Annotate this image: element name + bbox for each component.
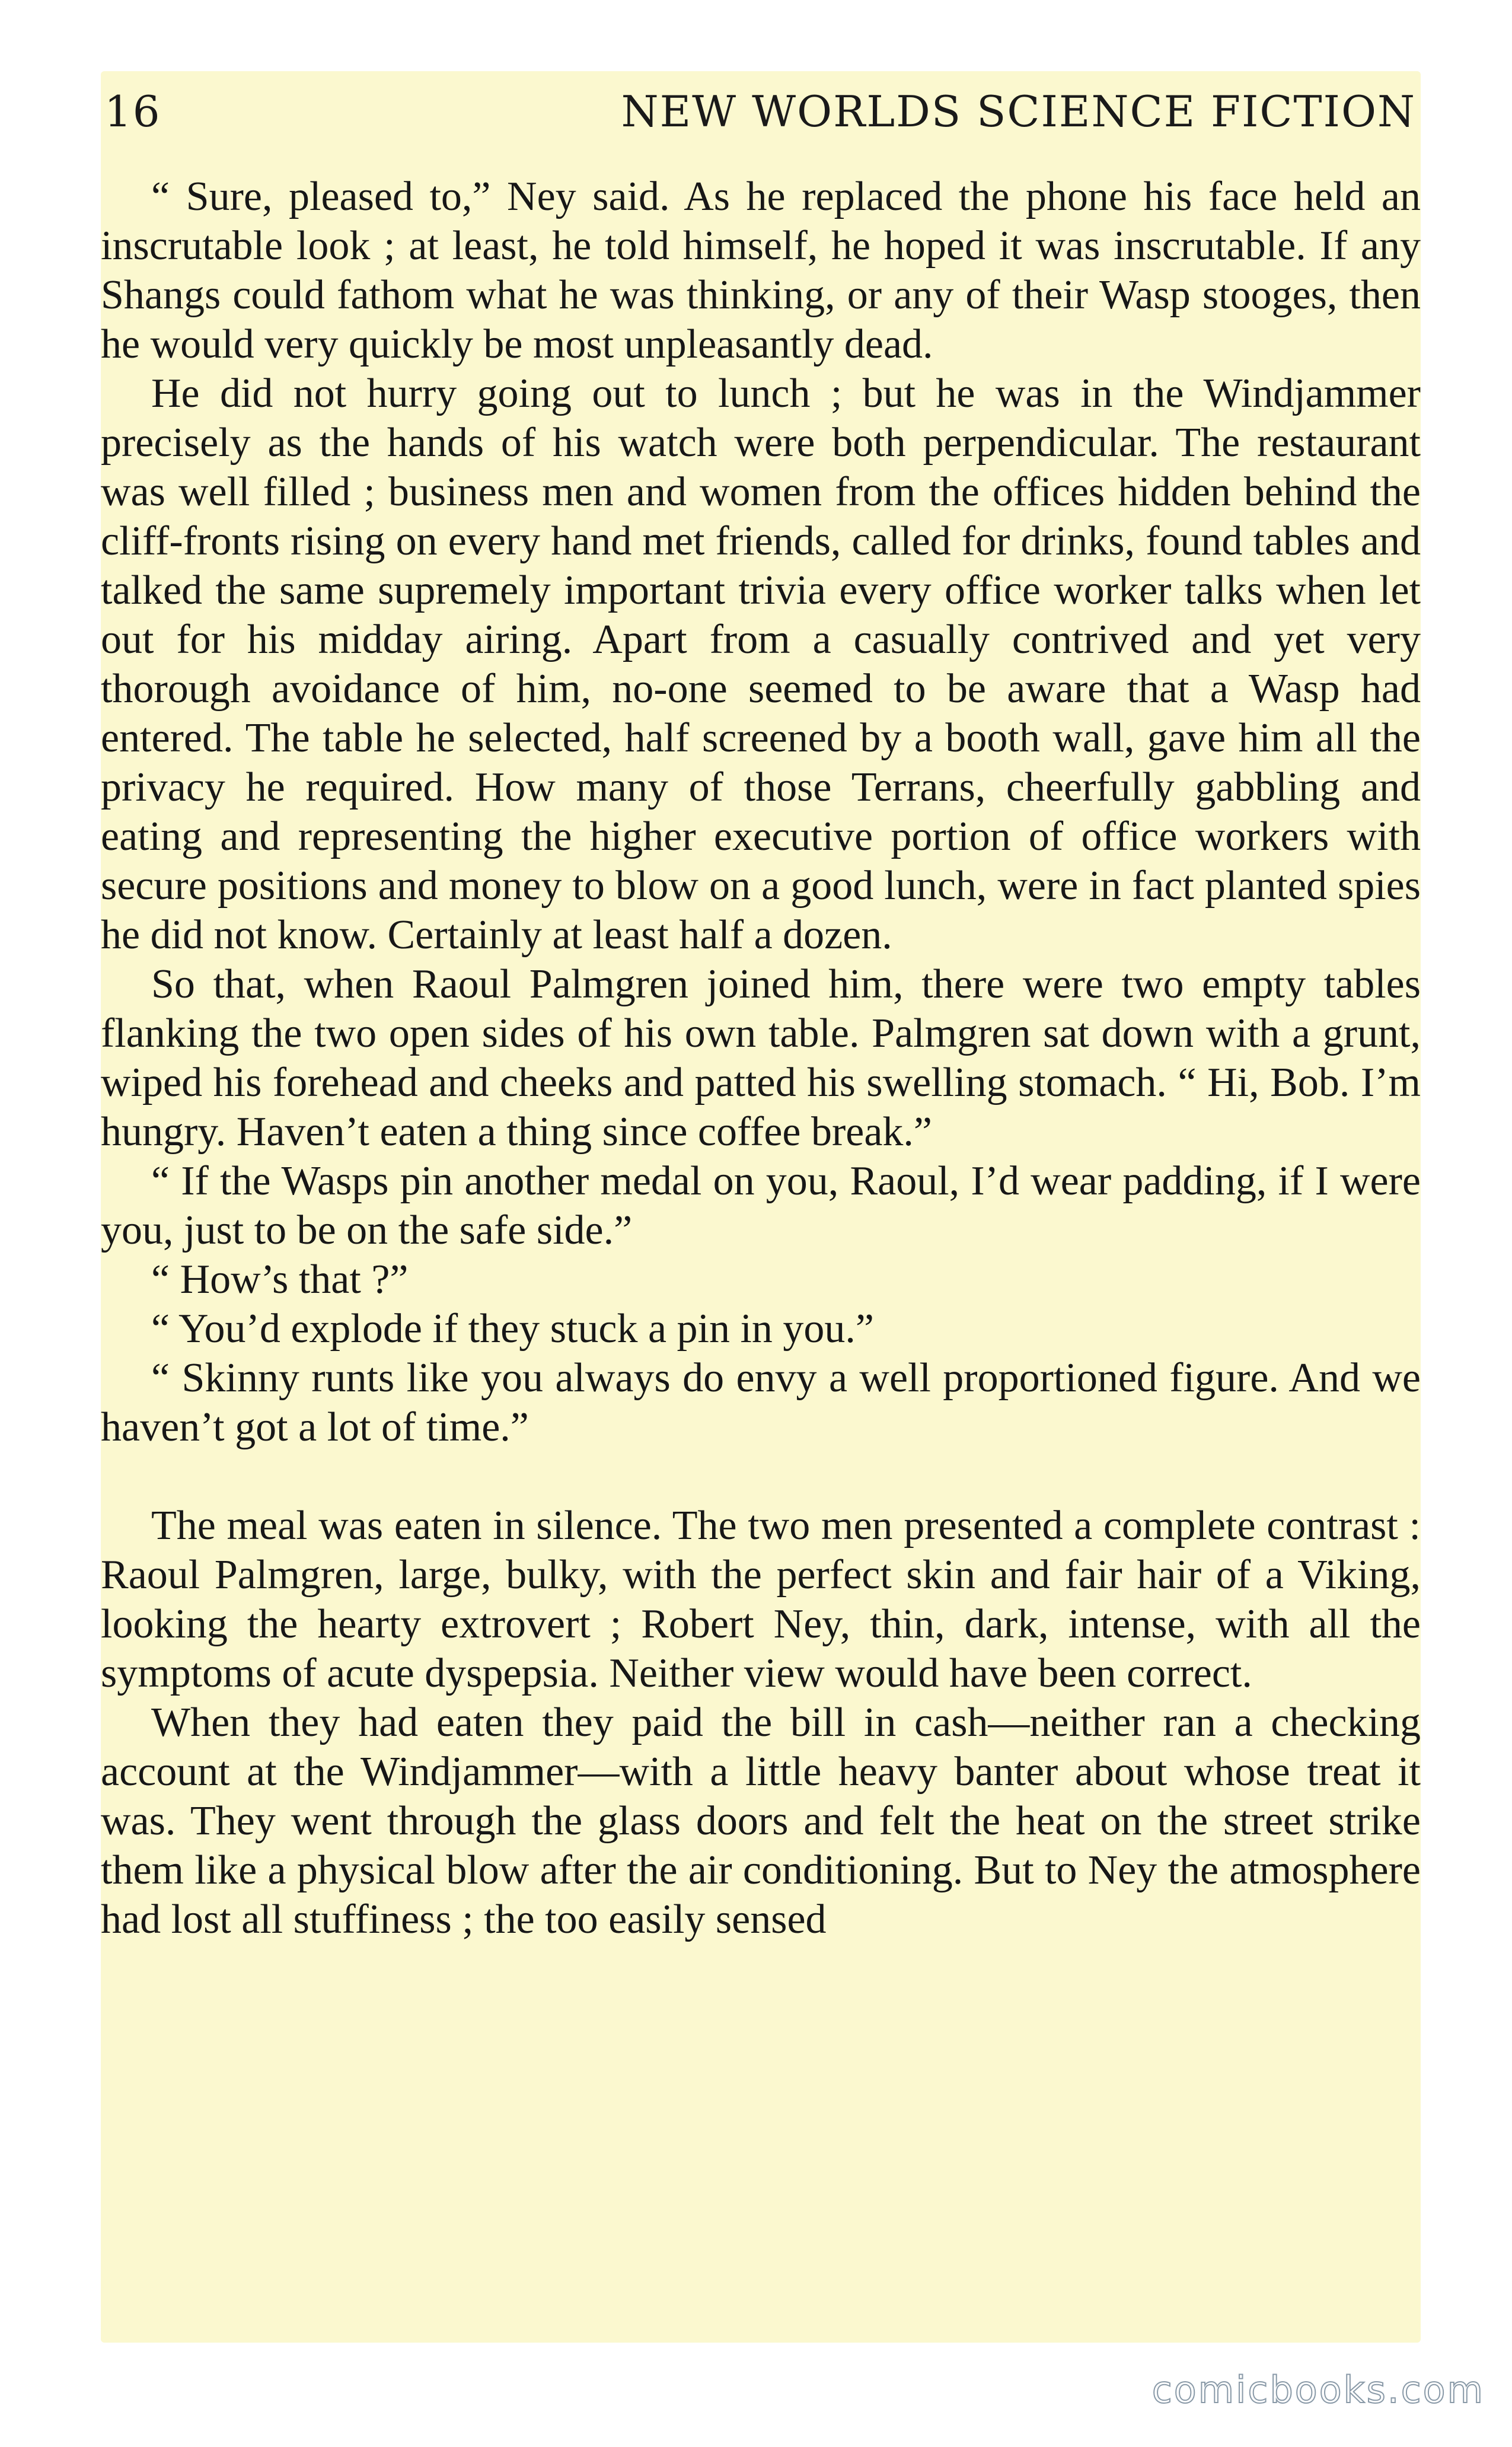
watermark: comicbooks.com	[1151, 2368, 1485, 2411]
paragraph-9: When they had eaten they paid the bill in cash—neither ran a checking account at the Windjammer—with a little heavy banter about whose treat it was. They went through the glass doors and felt the heat on the street strike them like a physical blow after the air conditioning. But to Ney the atmosphere had lost all stuffiness ; the too easily sensed	[101, 1700, 1421, 1942]
paragraph-8: The meal was eaten in silence. The two men presented a complete contrast : Raoul Palmgren, large, bulky, with the perfect skin and fair hair of a Viking, looking the hearty extrovert ; Robert Ney, thin, dark, intense, with all the symptoms of acute dyspepsia. Neither view would have been correct.	[101, 1503, 1421, 1696]
paragraph-6: “ You’d explode if they stuck a pin in you.”	[151, 1306, 874, 1352]
page-number: 16	[104, 87, 161, 136]
magazine-page	[101, 71, 1421, 2343]
paragraph-1: “ Sure, pleased to,” Ney said. As he replaced the phone his face held an inscrutable look ; at least, he told himself, he hoped it was inscrutable. If any Shangs could fathom what he was thinking, or any of their Wasp stooges, then he would very quickly be most unpleasantly dead.	[101, 174, 1421, 367]
paragraph-3: So that, when Raoul Palmgren joined him, there were two empty tables flanking the two open sides of his own table. Palmgren sat down with a grunt, wiped his forehead and cheeks and patted his swelling stomach. “ Hi, Bob. I’m hungry. Haven’t eaten a thing since coffee break.”	[101, 961, 1421, 1155]
paragraph-5: “ How’s that ?”	[151, 1257, 409, 1302]
paragraph-7: “ Skinny runts like you always do envy a well proportioned figure. And we haven’t got a lot of time.”	[101, 1355, 1421, 1450]
page-header	[101, 82, 1421, 141]
paragraph-2: He did not hurry going out to lunch ; but he was in the Windjammer precisely as the hands of his watch were both perpendicular. The restaurant was well filled ; business men and women from the offices hidden behind the cliff-fronts rising on every hand met friends, called for drinks, found tables and talked the same supremely important trivia every office worker talks when let out for his midday airing. Apart from a casually contrived and yet very thorough avoidance of him, no-one seemed to be aware that a Wasp had entered. The table he selected, half screened by a booth wall, gave him all the privacy he required. How many of those Terrans, cheerfully gabbling and eating and representing the higher executive portion of office workers with secure positions and money to blow on a good lunch, were in fact planted spies he did not know. Certainly at least half a dozen.	[101, 371, 1421, 958]
paragraph-4: “ If the Wasps pin another medal on you, Raoul, I’d wear padding, if I were you, just to be on the safe side.”	[101, 1158, 1421, 1253]
running-title: NEW WORLDS SCIENCE FICTION	[621, 87, 1416, 136]
body-text	[101, 172, 1421, 1944]
